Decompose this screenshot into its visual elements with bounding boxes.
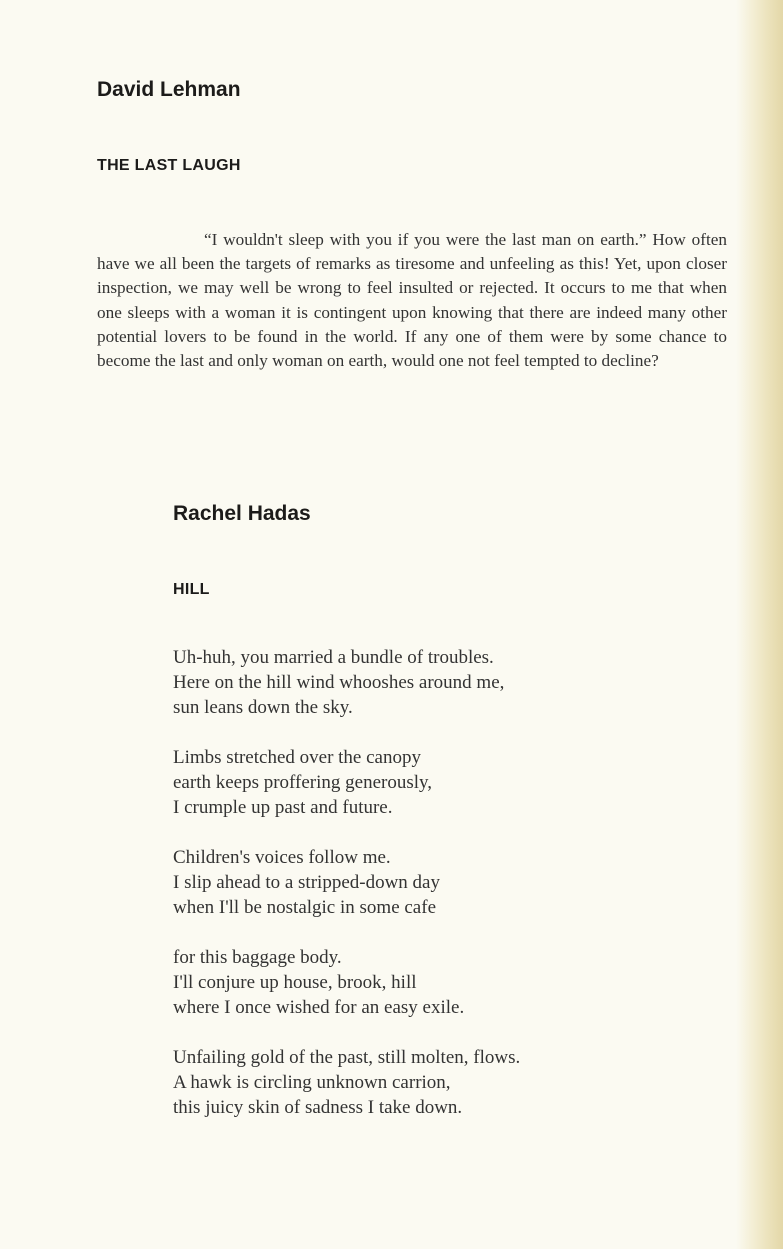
stanza (173, 745, 520, 820)
poem-line: when I'll be nostalgic in some cafe (173, 897, 437, 918)
poem-line: earth keeps proffering generously, (173, 772, 433, 793)
author-heading-hadas: Rachel Hadas (173, 502, 311, 525)
piece-title-hill: HILL (173, 581, 210, 598)
poem-hill (173, 645, 520, 1145)
poem-line: Uh-huh, you married a bundle of troubles. (173, 647, 494, 668)
stanza (173, 645, 520, 720)
poem-line: where I once wished for an easy exile. (173, 997, 465, 1018)
stanza (173, 1045, 520, 1120)
poem-line: I crumple up past and future. (173, 797, 393, 818)
poem-line: this juicy skin of sadness I take down. (173, 1097, 463, 1118)
poem-line: Children's voices follow me. (173, 847, 391, 868)
stanza (173, 845, 520, 920)
author-heading-lehman: David Lehman (97, 78, 241, 101)
poem-line: Limbs stretched over the canopy (173, 747, 421, 768)
poem-line: Unfailing gold of the past, still molten, flows. (173, 1047, 521, 1068)
poem-line: I'll conjure up house, brook, hill (173, 972, 417, 993)
poem-line: Here on the hill wind whooshes around me, (173, 672, 505, 693)
poem-line: I slip ahead to a stripped-down day (173, 872, 440, 893)
poem-line: A hawk is circling unknown carrion, (173, 1072, 451, 1093)
prose-poem-body: “I wouldn't sleep with you if you were the last man on earth.” How often have we all been the targets of remarks as tiresome and unfeeling as this! Yet, upon closer inspection, we may well be wrong to feel insulted or rejected. It occurs to me that when one sleeps with a woman it is contingent upon knowing that there are indeed many other potential lovers to be found in the world. If any one of them were by some chance to become the last and only woman on earth, would one not feel tempted to decline? (97, 230, 727, 371)
piece-title-last-laugh: THE LAST LAUGH (97, 157, 241, 174)
poem-line: sun leans down the sky. (173, 697, 353, 718)
poem-line: for this baggage body. (173, 947, 342, 968)
stanza (173, 945, 520, 1020)
